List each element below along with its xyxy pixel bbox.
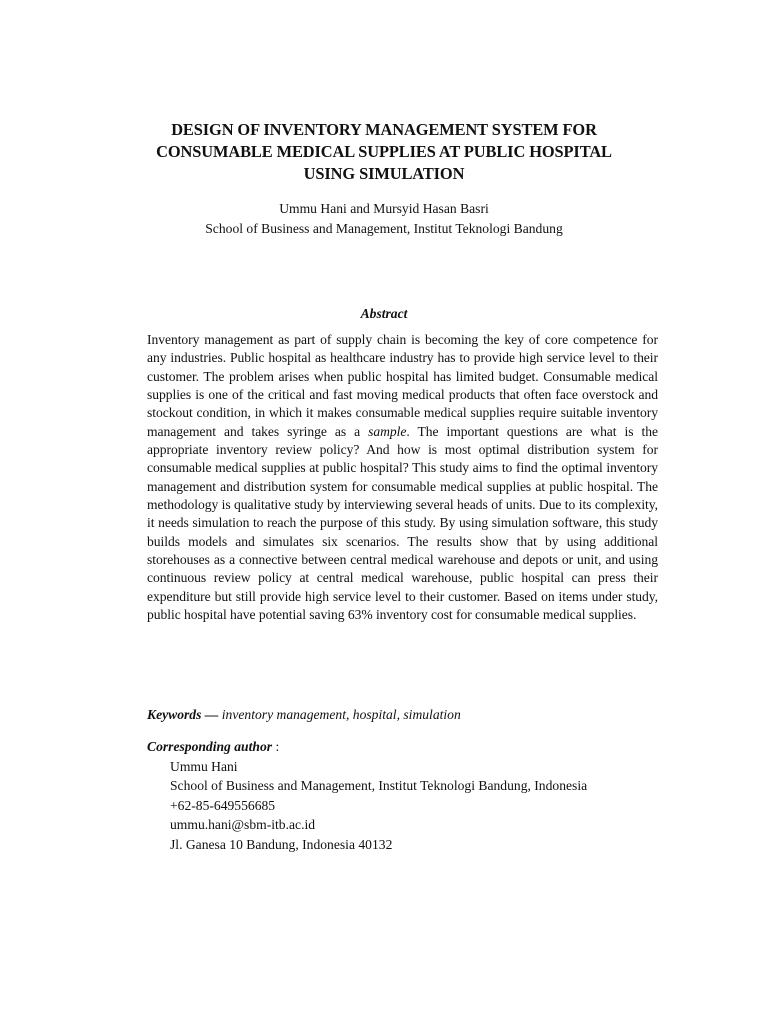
abstract-italic-term: sample <box>368 423 407 439</box>
corresponding-address: Jl. Ganesa 10 Bandung, Indonesia 40132 <box>170 836 393 852</box>
paper-title <box>100 119 668 185</box>
corresponding-author-block <box>147 737 707 854</box>
keywords-text: inventory management, hospital, simulation <box>221 707 461 722</box>
abstract-text-part-2: . The important questions are what is the appropriate inventory review policy? And how is most optimal distribution system for consumable medical supplies at public hospital? This study aims to find the optimal inventory management and distribution system for consumable medical supplies at public hospital. The methodology is qualitative study by interviewing several heads of units. Due to its complexity, it needs simulation to reach the purpose of this study. By using simulation software, this study builds models and simulates six scenarios. The results show that by using additional storehouses as a connective between central medical warehouse and depots or unit, and using continuous review policy at central medical warehouse, public hospital can press their expenditure but still provide high service level to their customer. Based on items under study, public hospital have potential saving 63% inventory cost for consumable medical supplies. <box>147 423 658 623</box>
title-line-2: CONSUMABLE MEDICAL SUPPLIES AT PUBLIC HOSPITAL <box>156 142 612 161</box>
title-line-3: USING SIMULATION <box>303 164 465 183</box>
abstract-heading: Abstract <box>360 306 408 321</box>
corresponding-email: ummu.hani@sbm-itb.ac.id <box>170 817 316 832</box>
author-block <box>100 199 668 239</box>
corresponding-label: Corresponding author <box>147 739 273 754</box>
corresponding-name: Ummu Hani <box>170 758 238 774</box>
corresponding-colon: : <box>272 739 280 754</box>
keywords-label: Keywords — <box>147 707 219 722</box>
keywords-line <box>147 706 658 724</box>
corresponding-heading <box>147 737 707 757</box>
author-affiliation: School of Business and Management, Institut Teknologi Bandung <box>205 221 563 236</box>
corresponding-phone: +62-85-649556685 <box>170 797 276 813</box>
title-line-1: DESIGN OF INVENTORY MANAGEMENT SYSTEM FOR <box>171 120 597 139</box>
abstract-text-part-1: Inventory management as part of supply chain is becoming the key of core competence for any industries. Public hospital as healthcare industry has to provide high service level to their customer. The problem arises when public hospital has limited budget. Consumable medical supplies is one of the critical and fast moving medical products that often face overstock and stockout condition, in which it makes consumable medical supplies require suitable inventory management and takes syringe as a <box>147 332 658 439</box>
corresponding-institution: School of Business and Management, Institut Teknologi Bandung, Indonesia <box>170 778 588 793</box>
author-names: Ummu Hani and Mursyid Hasan Basri <box>279 201 489 216</box>
abstract-body <box>147 331 658 625</box>
